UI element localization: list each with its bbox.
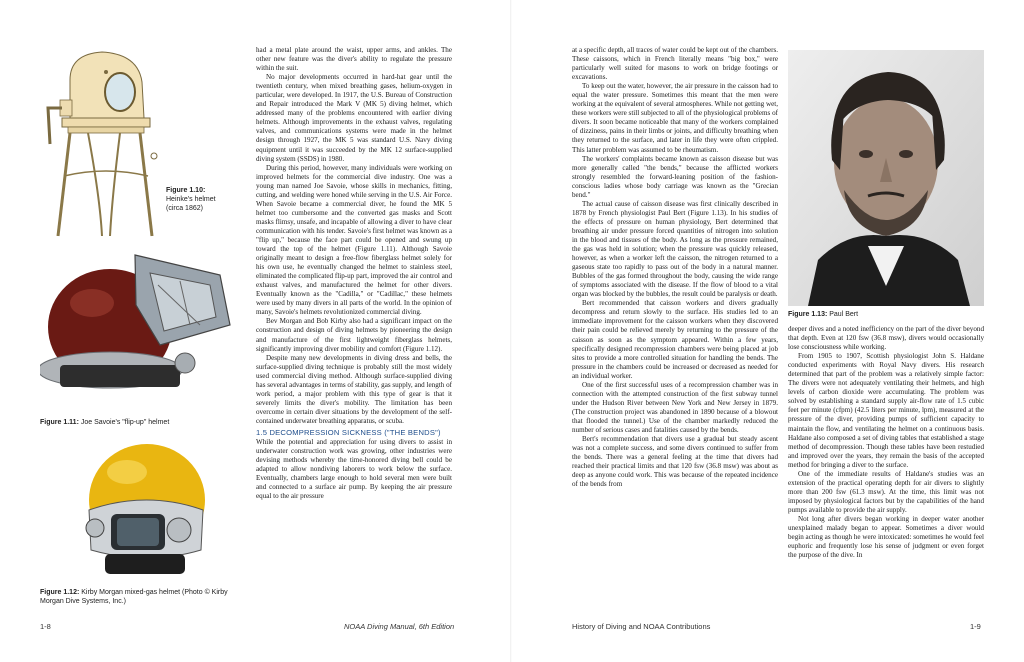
paragraph: From 1905 to 1907, Scottish physiologist John S. Haldane conducted experiments with Royal Navy divers. His research determined that part of the problem was a relatively simple factor: The divers were not adequately ventilating their helmets, and high levels of carbon dioxide were accumulating. The problem was solved by establishing a standard supply air-flow rate of 1.5 cubic feet per minute (cfpm) (42.5 liters per minute, lpm), measured at the pressure of the diver, providing pumps of sufficient capacity to maintain the flow, and ventilating the helmet on a continuous basis. Haldane also composed a set of diving tables that established a stage method of decompression. Though these tables have been restudied and improved over the years, they remain the basis of the accepted method for bringing a diver to the surface.	[788, 352, 984, 469]
caption-text: Kirby Morgan mixed-gas helmet (Photo © Kirby Morgan Dive Systems, Inc.)	[40, 589, 228, 605]
heinke-helmet-drawing	[40, 48, 165, 240]
caption-text: (circa 1862)	[166, 205, 203, 212]
figure-1-10-caption	[166, 186, 246, 213]
figure-label: Figure 1.11:	[40, 419, 79, 426]
kirby-morgan-helmet-photo	[75, 438, 213, 580]
paragraph: deeper dives and a noted inefficiency on the part of the diver beyond that depth. Even at 120 fsw (36.8 msw), divers would occasionally lose consciousness while working.	[788, 325, 984, 352]
figure-1-13-caption	[788, 310, 984, 319]
paragraph: No major developments occurred in hard-hat gear until the twentieth century, when mixed breathing gases, helium-oxygen in particular, were developed. In 1917, the U.S. Bureau of Construction and Repair introduced the Mark V (MK 5) diving helmet, which addressed many of the problems encountered with earlier diving helmets. Although improvements in the exhaust valves, regulating valves, and communications systems were made in the helmet design through 1927, the MK 5 was standard U.S. Navy diving equipment until it was succeeded by the MK 12 surface-supplied diving system (SSDS) in 1980.	[256, 73, 452, 163]
figure-label: Figure 1.10:	[166, 187, 206, 194]
paragraph: To keep out the water, however, the air pressure in the caisson had to equal the water pressure. Sometimes this meant that the men were working at the equivalent of several atmospheres. While not getting wet, these workers were still subjected to all of the physiological problems of divers. It soon became noticeable that many of the workers complained of dizziness, pains in their limbs or joints, and difficulty breathing when they returned to the surface, and later in life they were often crippled. This latter problem was assumed to be rheumatism.	[572, 82, 778, 154]
paragraph: Not long after divers began working in deeper water another unexplained malady began to appear. Sometimes a diver would begin acting as though he were intoxicated: sometimes he would feel euphoric and frequently lose his sense of judgment or even forget the purpose of the dive. In	[788, 514, 984, 560]
paragraph: Bert recommended that caisson workers and divers gradually decompress and return slowly to the surface. His studies led to an immediate improvement for the caisson workers when they discovered their pain could be relieved merely by returning to the pressure of the caisson as soon as the symptom appeared. Within a few years, specifically designed recompression chambers were being placed at job sites to provide a more controlled situation for handling the bends. The pressure in the chambers could be increased or decreased as needed for an individual worker.	[572, 299, 778, 380]
paragraph: Despite many new developments in diving dress and bells, the surface-supplied diving technique is probably still the most widely used commercial diving method. Although surface-supplied diving has several advantages in terms of stability, gas supply, and length of work period, a major problem with this type of gear is that it severely limits the diver's mobility. The limitation has been overcome in certain diver situations by the development of the self-contained underwater breathing apparatus, or scuba.	[256, 353, 452, 425]
paragraph: While the potential and appreciation for using divers to assist in underwater construction work was growing, other industries were devising methods whereby the time-honored diving bell could be adapted to allow nondiving laborers to work below the surface. Eventually, chambers large enough to hold several men were built and connected to a surface air pump. By keeping the air pressure equal to the air pressure	[256, 438, 452, 501]
paragraph: The workers' complaints became known as caisson disease but was more generally called "the bends," because the afflicted workers strongly resembled the forward-leaning position of the fashion-conscious ladies whose body carriage was known as the "Grecian bend."	[572, 154, 778, 199]
paragraph: During this period, however, many individuals were working on improved helmets for the commercial dive industry. One was a young man named Joe Savoie, whose skills in mechanics, fitting, cutting, and welding were honed while serving in the U.S. Air Force. When Savoie became a commercial diver, he found the MK 5 helmet too cumbersome and the converted gas masks and Scott masks flimsy, unsafe, and incapable of allowing a diver to have clear communication with his tender. Savoie's first helmet was known as a "flip up," because the face part could be opened and swung up toward the top of the helmet (Figure 1.11). Although Savoie originally meant to design a free-flow fiberglass helmet solely for his own use, he eventually changed the helmet to stainless steel, eliminated the complicated flip-up part, improved the air control and exhaust valves, and manufactured the helmet for other divers. Eventually known as the "Cadilla," or "Cadillac," these helmets were used by many divers in all parts of the world. In the opinion of many, Savoie's helmets revolutionized commercial diving.	[256, 163, 452, 317]
figure-label: Figure 1.12:	[40, 589, 80, 596]
right-page	[512, 0, 1024, 662]
paragraph: One of the first successful uses of a recompression chamber was in connection with the attempted construction of the first subway tunnel under the Hudson River between New York and New Jersey in 1879. (The construction project was abandoned in 1890 because of a blowout that flooded the tunnel.) Use of the chamber markedly reduced the number of serious cases and fatalities caused by the bends.	[572, 380, 778, 434]
figure-label: Figure 1.13:	[788, 311, 828, 318]
flip-up-helmet-photo	[40, 245, 235, 403]
caption-text: Paul Bert	[829, 311, 859, 318]
caption-text: Joe Savoie's "flip-up" helmet	[80, 419, 170, 426]
footer-title: History of Diving and NOAA Contributions	[572, 622, 711, 631]
paragraph: Bert's recommendation that divers use a gradual but steady ascent was not a complete success, and some divers continued to suffer from the bends. There was a general feeling at the time that divers had reached their practical limits and that 120 fsw (36.8 msw) was about as deep as anyone could work. This was because of the repeated incidence of the bends from	[572, 435, 778, 489]
footer-page-number: 1-9	[970, 622, 981, 631]
paragraph: The actual cause of caisson disease was first clinically described in 1878 by French physiologist Paul Bert (Figure 1.13). In his studies of the effects of pressure on human physiology, Bert determined that breathing air under pressure forced quantities of nitrogen into solution in the blood and tissues of the body. As long as the pressure remained, the gas was held in solution; when the pressure was quickly released, however, as when a worker left the caisson, the nitrogen returned to a gaseous state too rapidly to pass out of the body in a natural manner. Bubbles of the gas formed throughout the body, causing the wide range of symptoms associated with the disease. If the flow of blood to a vital organ was blocked by the bubbles, the result could be paralysis or death.	[572, 199, 778, 299]
paragraph: had a metal plate around the waist, upper arms, and ankles. The other new feature was the diver's ability to regulate the pressure within the suit.	[256, 46, 452, 73]
paragraph: Bev Morgan and Bob Kirby also had a significant impact on the construction and design of diving helmets by pioneering the design and manufacture of the first lightweight fiberglass helmets, significantly improving diver mobility and comfort (Figure 1.12).	[256, 317, 452, 353]
caption-text: Heinke's helmet	[166, 196, 216, 203]
footer-page-number: 1-8	[40, 622, 51, 631]
footer-title: NOAA Diving Manual, 6th Edition	[344, 622, 455, 631]
right-text-column-1	[572, 46, 778, 489]
right-text-column-2	[788, 325, 984, 560]
section-heading: 1.5 DECOMPRESSION SICKNESS ("THE BENDS")	[256, 427, 441, 437]
paragraph: One of the immediate results of Haldane's studies was an extension of the practical operating depth for air divers to slightly more than 200 fsw (61.3 msw). At the time, this limit was not imposed by physiological factors but by the capabilities of the hand pumps available to provide the air supply.	[788, 469, 984, 514]
figure-1-12-caption	[40, 588, 250, 606]
left-text-column	[256, 46, 452, 501]
paragraph: at a specific depth, all traces of water could be kept out of the chambers. These caissons, which in French literally means "big box," were particularly well suited for masons to work on bridge footings or excavations.	[572, 46, 778, 82]
paul-bert-portrait	[788, 50, 984, 306]
figure-1-11-caption	[40, 418, 240, 427]
